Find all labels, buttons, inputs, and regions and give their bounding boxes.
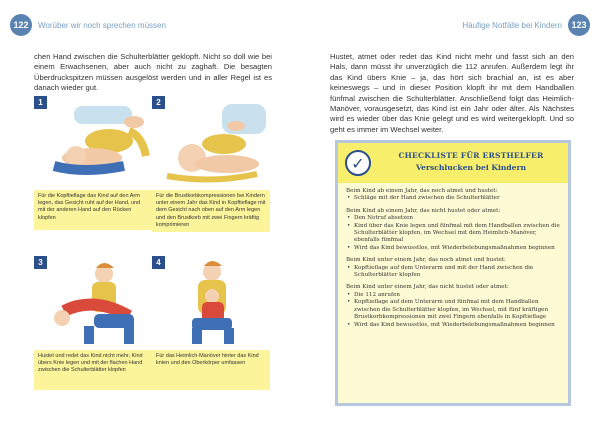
section-list (346, 195, 560, 202)
section-list (346, 265, 560, 280)
step-1 (34, 96, 152, 230)
step-3 (34, 256, 152, 390)
checkmark-icon: ✓ (345, 150, 371, 176)
step-3-caption: Hustet und redet das Kind nicht mehr, Kind übers Knie legen und mit der flachen Hand zwischen die Schulterblätter klopfen (34, 350, 152, 390)
header-title: Häufige Notfälle bei Kindern (462, 20, 562, 30)
page-number: 123 (568, 14, 590, 36)
list-item: • Kind über das Knie legen und fünfmal mit dem Handballen zwischen die Schulterblätter klopfen, im Wechsel mit dem Heimlich-Manöver, ebenfalls fünfmal (346, 223, 560, 245)
list-item: • Wird das Kind bewusstlos, mit Wiederbelebungsmaßnahmen beginnen (346, 245, 560, 252)
checklist-title: CHECKLISTE FÜR ERSTHELFER (398, 151, 544, 160)
step-4-badge: 4 (152, 256, 165, 269)
page-number: 122 (10, 14, 32, 36)
header-title: Worüber wir noch sprechen müssen (38, 20, 166, 30)
step-3-illustration (34, 256, 152, 346)
list-item: • Kopftieflage auf dem Unterarm und fünfmal mit dem Handballen zwischen die Schulterblätter klopfen, im Wechsel, mit fünf kräftigen Brustkorbkompressionen mit zwei Fingern ebenfalls in Kopftieflage (346, 299, 560, 321)
list-item: • Schläge mit der Hand zwischen die Schulterblätter (346, 195, 560, 202)
step-1-badge: 1 (34, 96, 47, 109)
section-heading: Beim Kind unter einem Jahr, das noch atmet und hustet: (346, 257, 506, 264)
section-heading: Beim Kind unter einem Jahr, das nicht hustet oder atmet: (346, 284, 509, 291)
right-page-header (462, 14, 590, 36)
section-heading: Beim Kind ab einem Jahr, das noch atmet und hustet: (346, 188, 498, 194)
checklist-content (338, 183, 568, 329)
checklist-subtitle: Verschlucken bei Kindern (415, 163, 527, 172)
list-item: • Die 112 anrufen (346, 292, 560, 299)
intro-paragraph: Hustet, atmet oder redet das Kind nicht mehr und fasst sich an den Hals, dann müsst ihr unverzüglich die 112 anrufen. Außerdem legt ihr das Kind übers Knie – ja, das hört sich brachial an, ist es aber keineswegs – und in dieser Position klopft ihr mit dem Handballen fünfmal zwischen die Schulterblätter. Anschließend folgt das Heimlich-Manöver, vorausgesetzt, das Kind ist ein Jahr oder älter. Als Nächstes wird es wieder über das Knie gelegt und es wird weitergeklopft. Und so geht es immer im Wechsel weiter. (330, 52, 574, 134)
step-2 (152, 96, 270, 232)
section-list (346, 215, 560, 252)
step-4-illustration (152, 256, 270, 346)
right-page (300, 0, 600, 426)
step-2-badge: 2 (152, 96, 165, 109)
step-4-caption: Für das Heimlich-Manöver hinter das Kind knien und den Oberkörper umfassen (152, 350, 270, 390)
step-1-illustration (34, 96, 152, 186)
checklist-header (338, 143, 568, 183)
section-list (346, 292, 560, 329)
list-item: • Den Notruf absetzen (346, 215, 560, 222)
checklist-box (335, 140, 571, 406)
list-item: • Wird das Kind bewusstlos, mit Wiederbelebungsmaßnahmen beginnen (346, 322, 560, 329)
step-3-badge: 3 (34, 256, 47, 269)
list-item: • Kopftieflage auf dem Unterarm und mit der Hand zwischen die Schulterblätter klopfen (346, 265, 560, 280)
step-2-caption: Für die Brustkorbkompressionen bei Kindern unter einem Jahr das Kind in Kopftieflage mit dem Gesicht nach oben auf den Arm legen und den Brustkorb mit zwei Fingern kräftig komprimieren (152, 190, 270, 232)
step-2-illustration (152, 96, 270, 186)
intro-paragraph: chen Hand zwischen die Schulterblätter geklopft. Nicht so doll wie bei einem Erwachsenen, aber auch nicht zu zaghaft. Die besagten Überdruckspitzen müssen ausgelöst werden und in aller Regel ist es danach wieder gut. (34, 52, 272, 93)
section-heading: Beim Kind ab einem Jahr, das nicht hustet oder atmet: (346, 207, 501, 214)
step-1-caption: Für die Kopftieflage das Kind auf den Arm legen, das Gesicht ruht auf der Hand, und mit der anderen Hand auf den Rücken klopfen (34, 190, 152, 230)
left-page-header (10, 14, 166, 36)
step-4 (152, 256, 270, 390)
